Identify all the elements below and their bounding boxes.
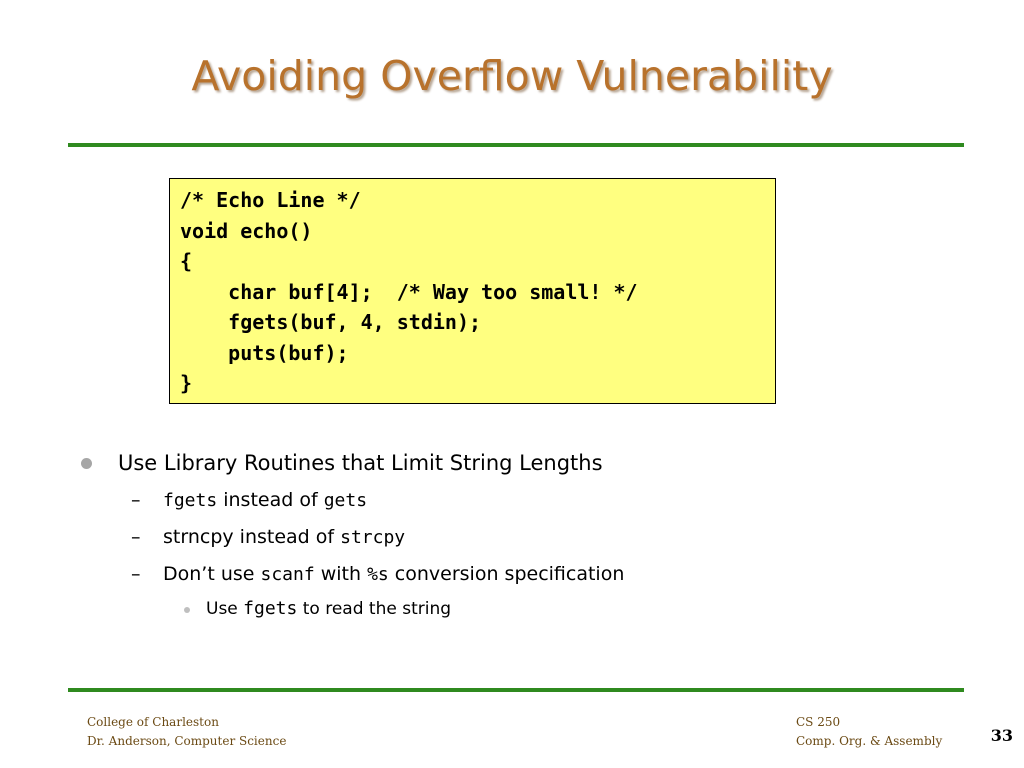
dash-marker: – bbox=[131, 563, 141, 585]
bullet-item: Use Library Routines that Limit String Lengths bbox=[118, 451, 603, 475]
code-inline: gets bbox=[323, 490, 368, 511]
small-bullet-dot-icon bbox=[184, 607, 190, 613]
footer-course: CS 250 bbox=[796, 715, 841, 729]
sub-bullet-text: Don’t use bbox=[163, 563, 261, 585]
code-inline: strcpy bbox=[340, 527, 406, 548]
sub-bullet-item bbox=[163, 523, 405, 552]
footer-right bbox=[796, 713, 942, 751]
code-inline: scanf bbox=[260, 564, 315, 585]
sub-bullet-text: conversion specification bbox=[388, 563, 625, 585]
sub-sub-bullet-text: to read the string bbox=[297, 599, 452, 619]
code-inline: %s bbox=[367, 564, 389, 585]
bullet-dot-icon bbox=[81, 458, 92, 469]
footer-institution: College of Charleston bbox=[87, 715, 219, 729]
code-inline: fgets bbox=[163, 490, 218, 511]
code-inline: fgets bbox=[243, 598, 298, 619]
sub-bullet-text: strncpy instead of bbox=[163, 526, 341, 548]
top-divider bbox=[68, 143, 964, 147]
dash-marker: – bbox=[131, 526, 141, 548]
bottom-divider bbox=[68, 688, 964, 692]
slide-title: Avoiding Overflow Vulnerability bbox=[191, 52, 833, 100]
code-box bbox=[169, 178, 776, 404]
code-line: char buf[4]; /* Way too small! */ bbox=[180, 279, 638, 304]
sub-bullet-text: instead of bbox=[217, 489, 324, 511]
sub-sub-bullet-text: Use bbox=[206, 599, 244, 619]
code-line: puts(buf); bbox=[180, 340, 349, 365]
sub-sub-bullet-item bbox=[206, 596, 451, 622]
code-line: fgets(buf, 4, stdin); bbox=[180, 310, 482, 334]
sub-bullet-item bbox=[163, 560, 624, 589]
footer-author: Dr. Anderson, Computer Science bbox=[87, 734, 287, 748]
code-line: } bbox=[180, 371, 193, 395]
code-line: void echo() bbox=[180, 218, 313, 243]
sub-bullet-item bbox=[163, 486, 367, 515]
code-line: /* Echo Line */ bbox=[180, 188, 361, 212]
sub-bullet-text: with bbox=[314, 563, 368, 585]
code-line: { bbox=[180, 249, 193, 273]
page-number: 33 bbox=[990, 726, 1013, 745]
footer-course-title: Comp. Org. & Assembly bbox=[796, 734, 943, 748]
dash-marker: – bbox=[131, 489, 141, 511]
footer-left bbox=[87, 713, 286, 751]
